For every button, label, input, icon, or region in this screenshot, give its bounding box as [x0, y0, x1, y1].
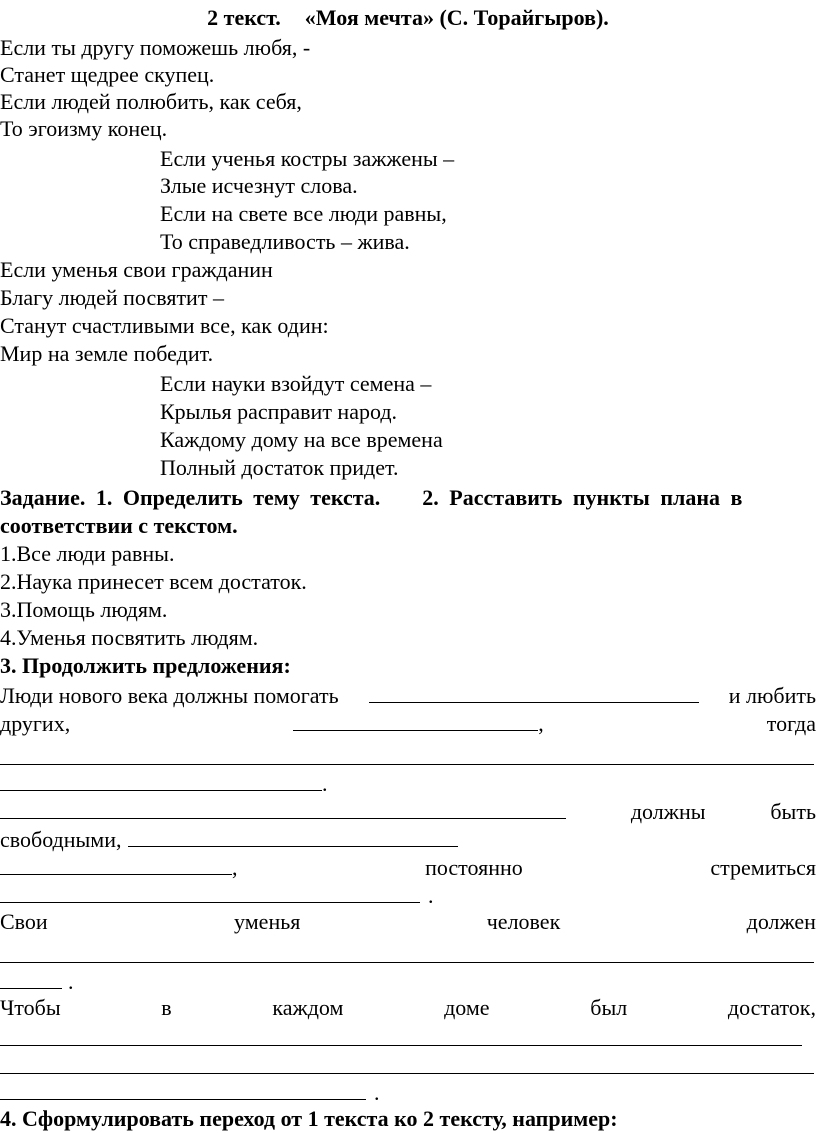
poem-line: Если ты другу поможешь любя, - [0, 35, 311, 60]
sentence-1-line-4 [0, 768, 816, 796]
sentence-text: . [68, 969, 74, 994]
sentence-text: стремиться [710, 855, 816, 880]
sentence-4-line-1 [0, 994, 816, 1022]
sentence-2-line-2 [0, 824, 816, 852]
task-line-2: соответствии с текстом. [0, 513, 238, 538]
sentence-text: достаток, [727, 995, 816, 1020]
poem-line: Полный достаток придет. [160, 455, 399, 480]
poem-line: Если на свете все люди равны, [160, 201, 447, 226]
poem-line: Злые исчезнут слова. [160, 173, 358, 198]
answer-line[interactable] [0, 962, 814, 963]
document-title [0, 4, 816, 32]
sentence-1-line-2 [0, 708, 816, 736]
sentence-text: должны [630, 799, 706, 824]
title-part2: «Моя мечта» (С. Торайгыров). [304, 5, 609, 30]
sentence-2-line-4 [0, 880, 816, 908]
sentence-text: тогда [766, 711, 816, 736]
sentence-text: и любить [728, 683, 816, 708]
poem-line: То справедливость – жива. [160, 229, 410, 254]
answer-blank[interactable] [369, 680, 699, 703]
poem-line: Если науки взойдут семена – [160, 371, 432, 396]
sentence-4-line-4 [0, 1077, 816, 1105]
sentence-text: каждом [272, 995, 344, 1020]
poem-line: Мир на земле победит. [0, 341, 214, 366]
answer-line[interactable] [0, 1045, 802, 1046]
answer-blank[interactable] [293, 708, 538, 731]
task-line-1 [0, 484, 816, 512]
sentence-text: Чтобы [0, 995, 61, 1020]
answer-blank[interactable] [0, 852, 232, 875]
sentence-3-line-1 [0, 908, 816, 936]
plan-item: 1.Все люди равны. [0, 541, 175, 566]
sentence-1-line-1 [0, 680, 816, 708]
sentence-text: постоянно [425, 855, 523, 880]
plan-item: 3.Помощь людям. [0, 597, 168, 622]
poem-line: Если людей полюбить, как себя, [0, 89, 302, 114]
poem-line: То эгоизму конец. [0, 116, 168, 141]
sentence-text: . [428, 883, 434, 908]
sentence-text: в [161, 995, 172, 1020]
sentence-text: Свои [0, 909, 48, 934]
answer-blank[interactable] [0, 1077, 366, 1100]
poem-line: Станет щедрее скупец. [0, 62, 215, 87]
answer-line[interactable] [0, 1073, 814, 1074]
sentence-text: других, [0, 711, 71, 736]
sentence-text: . [374, 1080, 380, 1105]
poem-line: Благу людей посвятит – [0, 285, 224, 310]
answer-blank[interactable] [0, 966, 62, 989]
blank-group [0, 852, 238, 882]
answer-blank[interactable] [0, 768, 322, 791]
poem-line: Если ученья костры зажжены – [160, 146, 455, 171]
answer-blank[interactable] [0, 880, 420, 903]
answer-blank[interactable] [128, 824, 458, 847]
blank-group [293, 708, 544, 738]
continue-heading: 3. Продолжить предложения: [0, 653, 291, 678]
sentence-text: свободными, [0, 827, 122, 852]
answer-line[interactable] [0, 764, 814, 765]
task-text: Задание. 1. Определить тему текста. 2. Расставить пункты плана в [0, 485, 743, 510]
plan-item: 2.Наука принесет всем достаток. [0, 569, 307, 594]
sentence-text: . [322, 771, 328, 796]
title-part1: 2 текст. [207, 5, 281, 30]
plan-item: 4.Уменья посвятить людям. [0, 625, 259, 650]
answer-blank[interactable] [0, 796, 566, 819]
poem-line: Каждому дому на все времена [160, 427, 443, 452]
poem-line: Крылья расправит народ. [160, 399, 398, 424]
sentence-3-line-3 [0, 966, 816, 994]
task-heading-4: 4. Сформулировать переход от 1 текста ко 2 тексту, например: [0, 1106, 618, 1131]
sentence-text: человек [486, 909, 561, 934]
sentence-text: должен [746, 909, 816, 934]
sentence-text: быть [770, 799, 816, 824]
sentence-2-line-1 [0, 796, 816, 824]
poem-line: Станут счастливыми все, как один: [0, 313, 329, 338]
sentence-text: доме [444, 995, 490, 1020]
sentence-2-line-3 [0, 852, 816, 880]
sentence-text: уменья [234, 909, 301, 934]
sentence-text: Люди нового века должны помогать [0, 683, 339, 708]
sentence-text: , [232, 855, 238, 880]
sentence-text: , [538, 711, 544, 736]
sentence-text: был [590, 995, 628, 1020]
poem-line: Если уменья свои гражданин [0, 257, 273, 282]
